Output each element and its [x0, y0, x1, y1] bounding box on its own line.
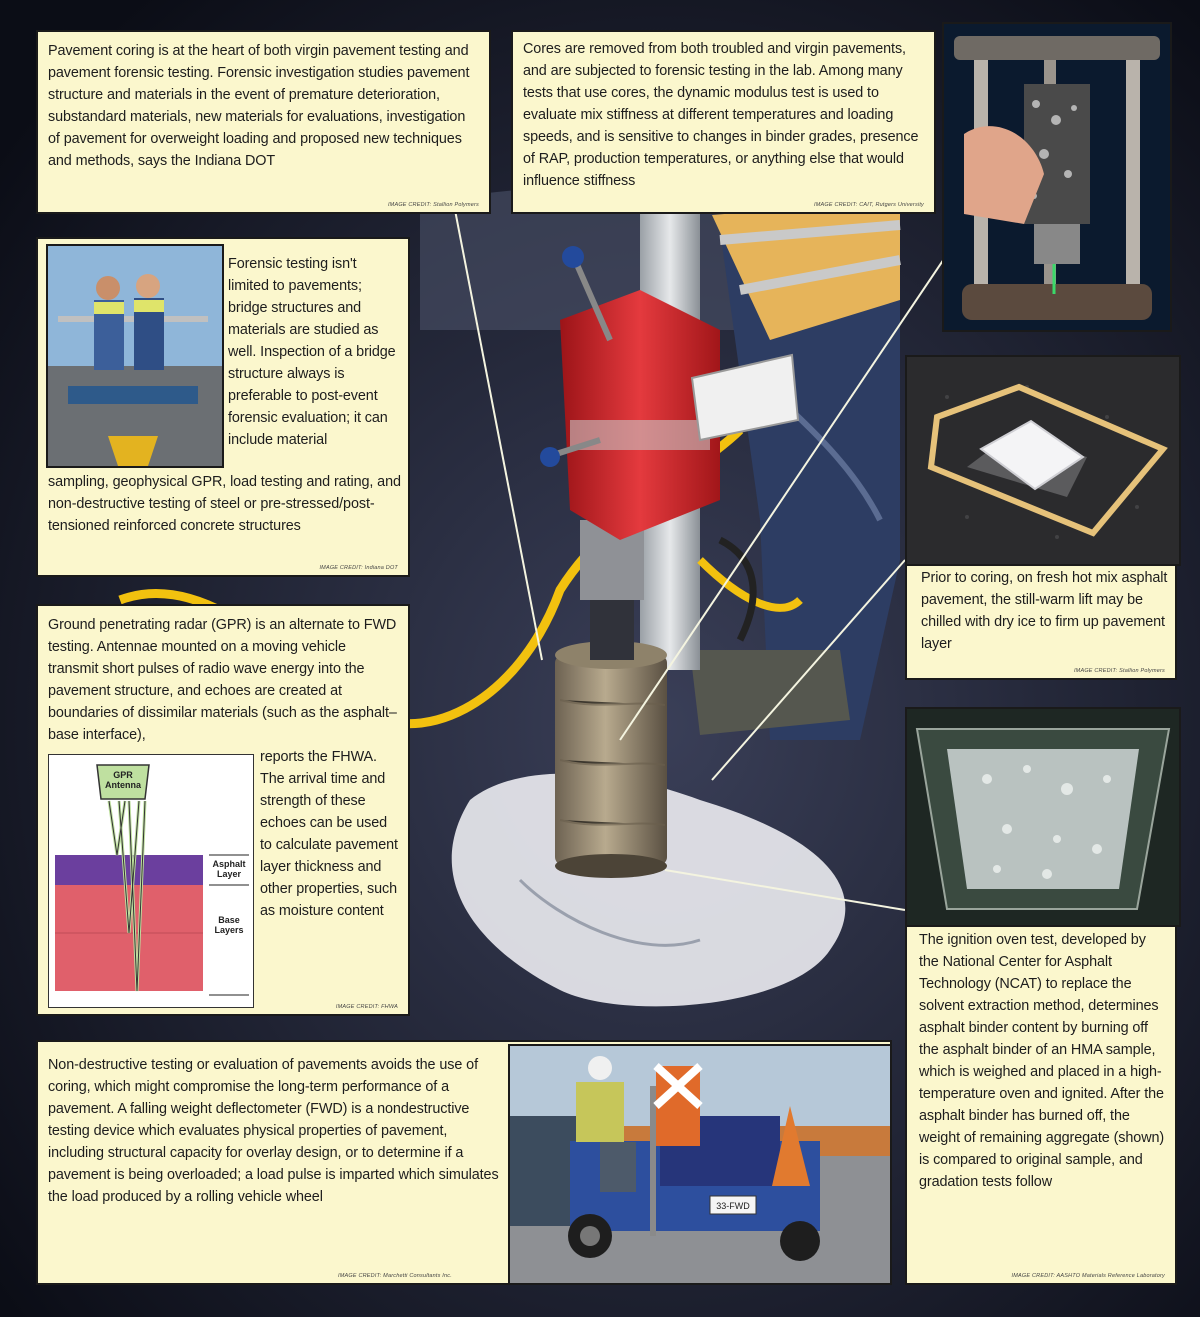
gpr-antenna-label-line1: GPR	[113, 770, 133, 780]
cores-text: Cores are removed from both troubled and virgin pavements, and are subjected to forensic testing in the lab. Among many tests that use cores, the dynamic modulus test is used to evaluate mix stiffness at different temperatures and loading speeds, and is sensitive to changes in binder grades, presence of RAP, production temperatures, or anything else that would influence stiffness	[523, 41, 919, 189]
gpr-panel	[36, 604, 410, 1016]
fwd-trailer-photo	[508, 1044, 892, 1285]
dynamic-modulus-test-photo	[942, 22, 1172, 332]
aggregate-basket-photo	[905, 707, 1181, 927]
asphalt-layer	[55, 855, 203, 885]
asphalt-layer-label	[207, 859, 251, 879]
license-plate: 33-FWD	[716, 1201, 750, 1211]
fwd-image-credit: IMAGE CREDIT: Marchetti Consultants Inc.	[338, 1273, 452, 1279]
gpr-text-continued: reports the FHWA. The arrival time and strength of these echoes can be used to calculate pavement layer thickness and other properties, such as moisture content	[260, 749, 398, 919]
coring-image-credit: IMAGE CREDIT: Stallion Polymers	[387, 202, 479, 208]
gpr-image-credit: IMAGE CREDIT: FHWA	[335, 1004, 398, 1010]
gpr-antenna-label-line2: Antenna	[105, 780, 141, 790]
cores-image-credit: IMAGE CREDIT: CAIT, Rutgers University	[814, 202, 924, 208]
base-layer-label	[207, 915, 251, 935]
asphalt-label-line1: Asphalt	[212, 859, 246, 869]
coring-panel	[36, 30, 491, 214]
gpr-antenna-label	[97, 770, 149, 790]
ignition-oven-text: The ignition oven test, developed by the National Center for Asphalt Technology (NCAT) to replace the solvent extraction method, determines asphalt binder content by burning off the asphalt binder of an HMA sample, which is weighed and placed in a high-temperature oven and ignited. After the asphalt binder has burned off, the weight of remaining aggregate (shown) is compared to original sample, and gradation tests follow	[919, 932, 1165, 1190]
gpr-text: Ground penetrating radar (GPR) is an alternate to FWD testing. Antennae mounted on a moving vehicle transmit short pulses of radio wave energy into the pavement structure, and echoes are created at boundaries of dissimilar materials (such as the asphalt–base interface),	[48, 617, 397, 743]
base-layer	[55, 885, 203, 991]
bridge-image-credit: IMAGE CREDIT: Indiana DOT	[319, 565, 398, 571]
cores-panel	[511, 30, 936, 214]
dry-ice-photo	[905, 355, 1181, 566]
bridge-text-continued: sampling, geophysical GPR, load testing and rating, and non-destructive testing of steel or pre-stressed/post-tensioned reinforced concrete structures	[48, 474, 401, 534]
asphalt-label-line2: Layer	[216, 869, 242, 879]
coring-text: Pavement coring is at the heart of both virgin pavement testing and pavement forensic testing. Forensic investigation studies pavement structure and materials in the event of premature deterioration, substandard materials, new materials for evaluations, investigation of pavement for overweight loading and proposed new techniques and methods, says the Indiana DOT	[48, 43, 470, 169]
dry-ice-text: Prior to coring, on fresh hot mix asphalt pavement, the still-warm lift may be chilled with dry ice to firm up pavement layer	[921, 570, 1168, 652]
ignition-oven-image-credit: IMAGE CREDIT: AASHTO Materials Reference Laboratory	[1011, 1273, 1165, 1279]
bridge-text: Forensic testing isn't limited to pavements; bridge structures and materials are studied as well. Inspection of a bridge structure always is preferable to post-event forensic evaluation; it can include material	[228, 256, 396, 448]
dry-ice-image-credit: IMAGE CREDIT: Stallion Polymers	[1073, 668, 1165, 674]
gpr-diagram	[48, 754, 254, 1008]
bridge-inspection-photo	[46, 244, 224, 468]
fwd-text: Non-destructive testing or evaluation of pavements avoids the use of coring, which might compromise the long-term performance of a pavement. A falling weight deflectometer (FWD) is a nondestructive testing device which evaluates physical properties of pavement, including structural capacity for overlay design, or to determine if a pavement is being overloaded; a load pulse is imparted which simulates the load produced by a rolling vehicle wheel	[48, 1057, 499, 1205]
base-label-line1: Base	[218, 915, 240, 925]
base-label-line2: Layers	[214, 925, 244, 935]
